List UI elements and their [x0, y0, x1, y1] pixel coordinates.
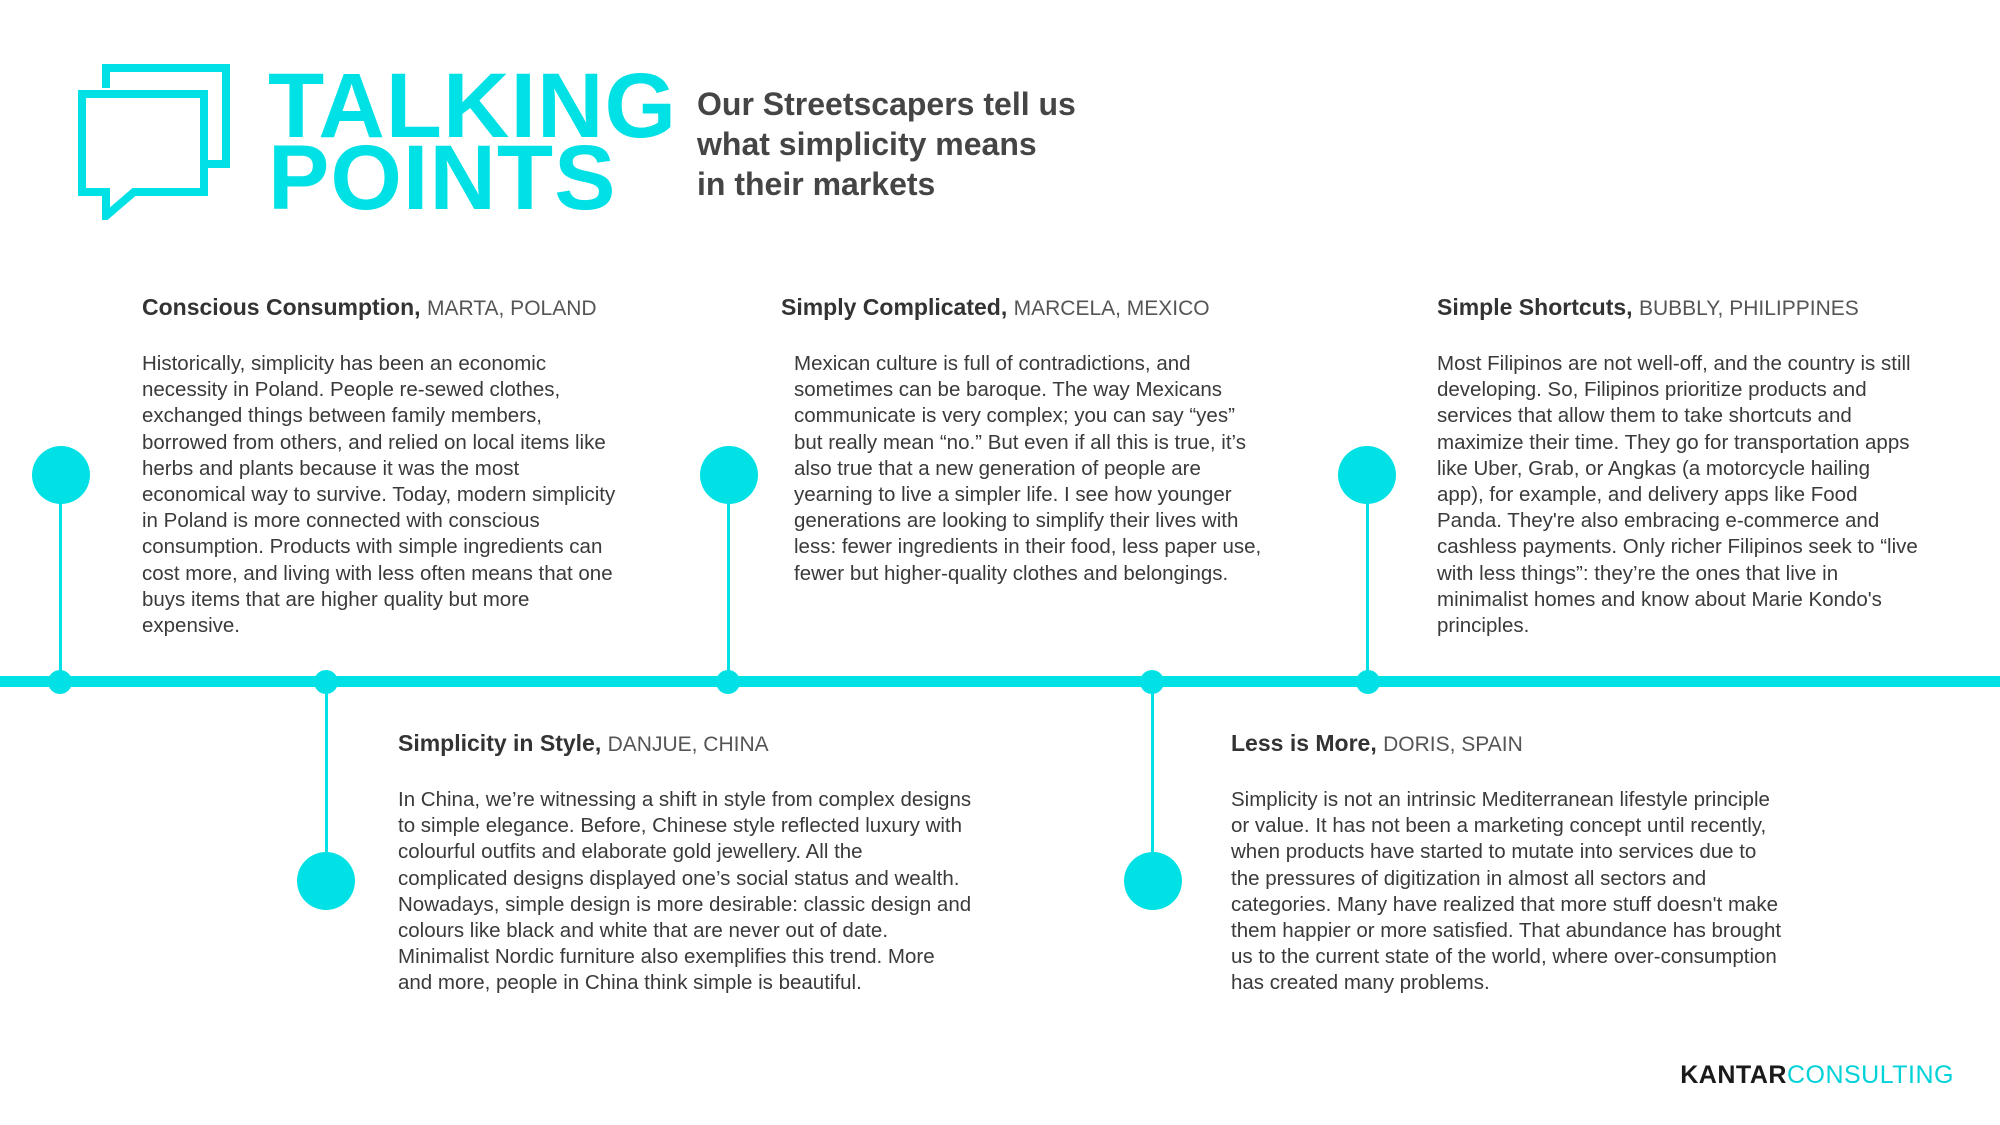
card-topic: Less is More,: [1231, 730, 1377, 756]
card-heading: [781, 292, 1381, 324]
card-spain: [1231, 728, 1911, 997]
card-author: MARTA, POLAND: [426, 297, 597, 320]
timeline-stem-poland: [59, 500, 62, 682]
card-body: In China, we’re witnessing a shift in style from complex designs to simple elegance. Before, Chinese style reflected luxury with colourful outfits and elaborate gold jewellery. All the complicated designs displayed one’s social status and wealth. Nowadays, simple design is more desirable: classic design and colours like black and white that are never out of date. Minimalist Nordic furniture also exemplifies this trend. More and more, people in China think simple is beautiful.: [398, 788, 972, 995]
timeline-stem-china: [325, 682, 328, 872]
brand-consulting: CONSULTING: [1786, 1061, 1954, 1089]
card-heading: [1437, 292, 1987, 324]
card-author: DORIS, SPAIN: [1383, 733, 1523, 756]
card-topic: Conscious Consumption,: [142, 294, 421, 320]
timeline-dot-philippines: [1356, 670, 1380, 694]
card-body: Most Filipinos are not well-off, and the country is still developing. So, Filipinos prioritize products and services that allow them to take shortcuts and maximize their time. They go for transportation apps like Uber, Grab, or Angkas (a motorcycle hailing app), for example, and delivery apps like Food Panda. They're also embracing e-commerce and cashless payments. Only richer Filipinos seek to “live with less things”: they’re the ones that live in minimalist homes and know about Marie Kondo's principles.: [1437, 352, 1918, 638]
timeline-stem-spain: [1151, 682, 1154, 872]
title-line-1: TALKING: [268, 55, 678, 157]
timeline-dot-poland: [48, 670, 72, 694]
card-topic: Simple Shortcuts,: [1437, 294, 1633, 320]
card-poland: [142, 292, 742, 639]
timeline-marker-poland: [32, 446, 90, 504]
timeline-marker-spain: [1124, 852, 1182, 910]
kantar-consulting-logo: [1680, 1060, 1954, 1090]
timeline-marker-china: [297, 852, 355, 910]
card-mexico: [781, 292, 1381, 587]
page-title: [268, 55, 678, 229]
card-topic: Simplicity in Style,: [398, 730, 602, 756]
speech-bubbles-icon: [78, 64, 236, 220]
card-china: [398, 728, 1078, 997]
card-author: MARCELA, MEXICO: [1013, 297, 1210, 320]
timeline-dot-mexico: [716, 670, 740, 694]
title-line-2: POINTS: [268, 127, 617, 229]
timeline-bar: [0, 676, 2000, 687]
card-topic: Simply Complicated,: [781, 294, 1008, 320]
card-body: Simplicity is not an intrinsic Mediterranean lifestyle principle or value. It has not been a marketing concept until recently, when products have started to mutate into services due to the pressures of digitization in almost all sectors and categories. Many have realized that more stuff doesn't make them happier or more satisfied. That abundance has brought us to the current state of the world, where over-consumption has created many problems.: [1231, 788, 1782, 995]
card-heading: [398, 728, 1078, 760]
card-author: DANJUE, CHINA: [607, 733, 769, 756]
card-body: Historically, simplicity has been an economic necessity in Poland. People re-sewed clothes, exchanged things between family members, borrowed from others, and relied on local items like herbs and plants because it was the most economical way to survive. Today, modern simplicity in Poland is more connected with conscious consumption. Products with simple ingredients can cost more, and living with less often means that one buys items that are higher quality but more expensive.: [142, 352, 616, 638]
card-body: Mexican culture is full of contradictions, and sometimes can be baroque. The way Mexicans communicate is very complex; you can say “yes” but really mean “no.” But even if all this is true, it’s also true that a new generation of people are yearning to live a simpler life. I see how younger generations are looking to simplify their lives with less: fewer ingredients in their food, less paper use, fewer but higher-quality clothes and belongings.: [794, 352, 1262, 585]
card-philippines: [1437, 292, 1987, 639]
card-heading: [1231, 728, 1911, 760]
brand-kantar: KANTAR: [1680, 1061, 1787, 1089]
card-author: BUBBLY, PHILIPPINES: [1638, 297, 1859, 320]
page-subtitle: Our Streetscapers tell us what simplicity means in their markets: [697, 86, 1076, 202]
card-heading: [142, 292, 742, 324]
